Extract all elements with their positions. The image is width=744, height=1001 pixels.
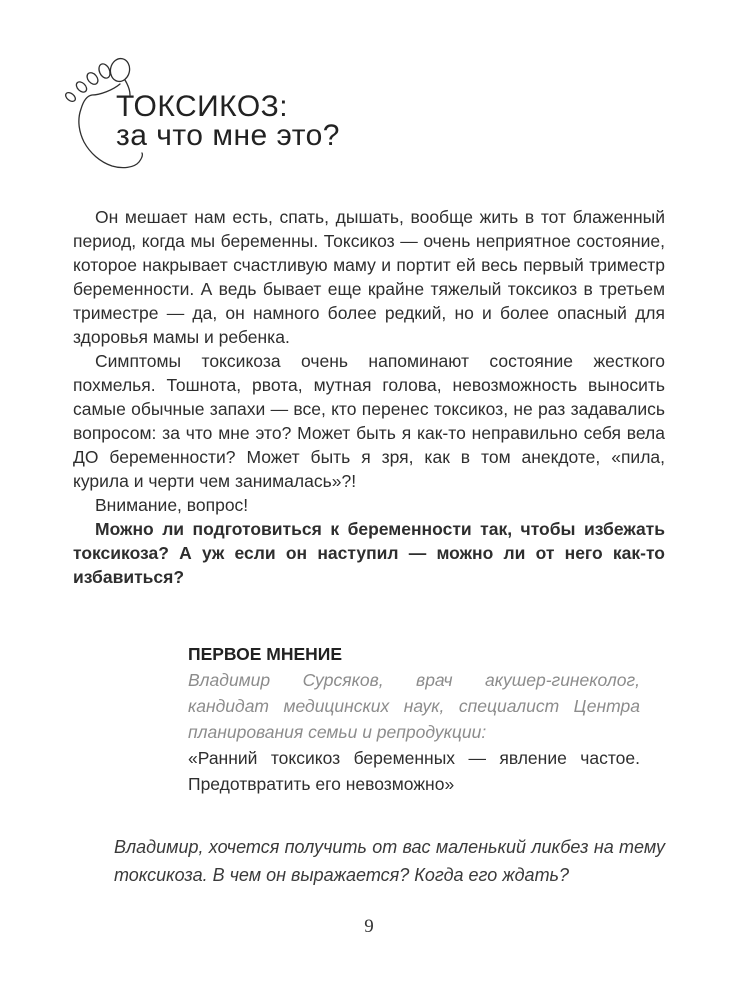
interview-question-block	[114, 833, 665, 889]
chapter-title-line2: за что мне это?	[116, 119, 340, 152]
interview-question: Владимир, хочется получить от вас маленький ликбез на тему токсикоза. В чем он выражается? Когда его ждать?	[114, 837, 665, 885]
chapter-title-line1: ТОКСИКОЗ:	[116, 90, 289, 123]
paragraph-intro: Он мешает нам есть, спать, дышать, вообще жить в тот блаженный период, когда мы беременны. Токсикоз — очень неприятное состояние, которое накрывает счастливую маму и портит ей весь первый триместр беременности. А ведь бывает еще крайне тяжелый токсикоз в третьем триместре — да, он намного более редкий, но и более опасный для здоровья мамы и ребенка.	[73, 207, 665, 347]
opinion-block	[188, 641, 640, 797]
body-text	[73, 205, 665, 589]
paragraph-attention: Внимание, вопрос!	[95, 495, 249, 515]
paragraph-symptoms: Симптомы токсикоза очень напоминают состояние жесткого похмелья. Тошнота, рвота, мутная голова, невозможность выносить самые обычные запахи — все, кто перенес токсикоз, не раз задавались вопросом: за что мне это? Может быть я как-то неправильно себя вела ДО беременности? Может быть я зря, как в том анекдоте, «пила, курила и черти чем занималась»?!	[73, 351, 665, 491]
page-footer	[73, 916, 665, 938]
paragraph-main-question: Можно ли подготовиться к беременности так, чтобы избежать токсикоза? А уж если он наступил — можно ли от него как-то избавиться?	[73, 519, 665, 587]
page-number: 9	[364, 916, 374, 937]
opinion-quote: «Ранний токсикоз беременных — явление частое. Предотвратить его невозможно»	[188, 748, 640, 794]
chapter-title	[116, 92, 340, 150]
opinion-heading: ПЕРВОЕ МНЕНИЕ	[188, 644, 343, 664]
opinion-attribution: Владимир Сурсяков, врач акушер-гинеколог, кандидат медицинских наук, специалист Центра планирования семьи и репродукции:	[188, 670, 640, 742]
